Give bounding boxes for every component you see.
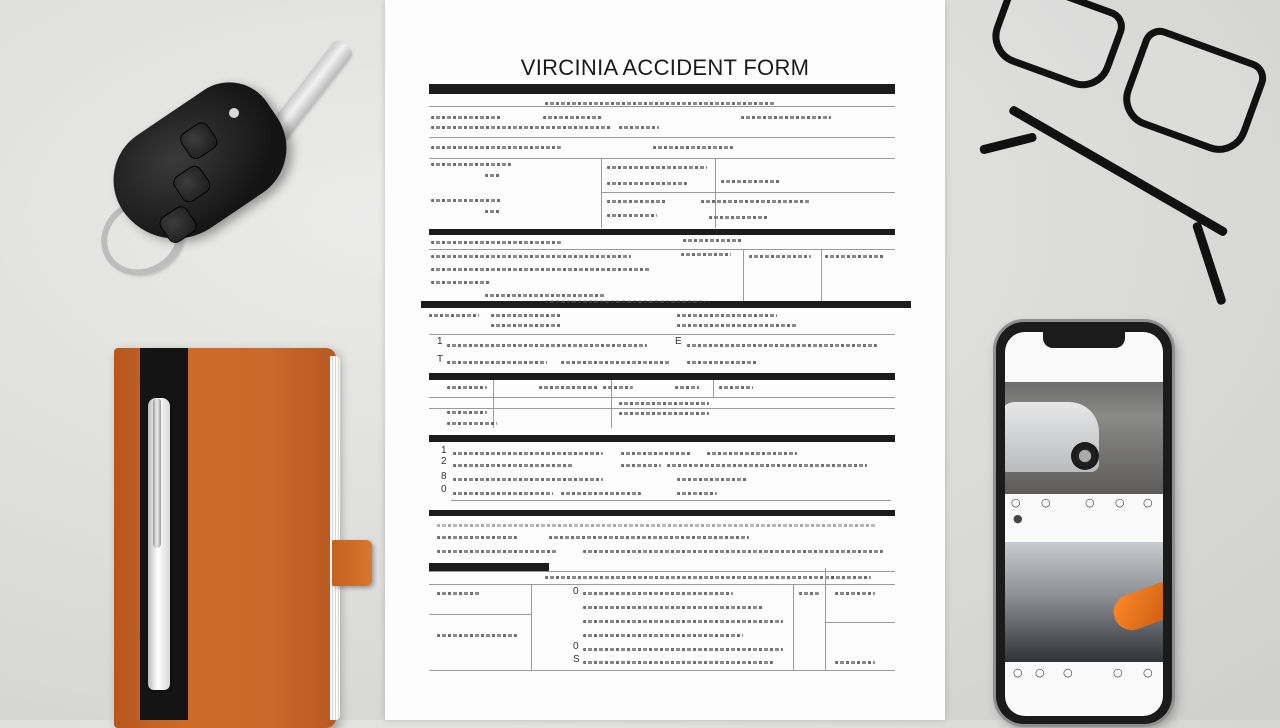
glasses-temple-arm-2 [979, 132, 1037, 155]
form-rule [825, 622, 895, 623]
form-text [453, 478, 603, 481]
phone-notch [1043, 332, 1125, 348]
form-number: 1 [441, 445, 447, 456]
form-text [431, 268, 651, 271]
form-text [545, 576, 835, 579]
form-text [683, 239, 743, 242]
form-text [447, 422, 497, 425]
car-photo-side [1005, 382, 1163, 494]
form-text [621, 464, 661, 467]
form-text [677, 492, 717, 495]
form-rule [429, 334, 895, 335]
form-number: 0 [573, 586, 579, 597]
form-text [687, 344, 877, 347]
form-number: 0 [441, 484, 447, 495]
form-text [621, 452, 691, 455]
circle-icon[interactable]: ○ [1041, 496, 1051, 509]
form-text [583, 550, 883, 553]
section-header-bar [429, 435, 895, 442]
form-rule [429, 137, 895, 138]
section-header-bar [429, 229, 895, 235]
form-text [491, 324, 561, 327]
form-text [431, 255, 631, 258]
notebook-tab [332, 540, 372, 586]
form-text [431, 116, 501, 119]
form-text [453, 464, 573, 467]
form-rule [429, 158, 895, 159]
form-divider [743, 249, 744, 301]
circle-icon[interactable]: ○ [1143, 666, 1153, 679]
form-text [681, 253, 731, 256]
form-text [453, 452, 603, 455]
form-text [583, 592, 733, 595]
form-text [607, 166, 707, 169]
form-number: 8 [441, 471, 447, 482]
section-header-bar [429, 510, 895, 516]
form-text [741, 116, 831, 119]
form-text [447, 344, 647, 347]
form-rule [429, 249, 895, 250]
orange-taillight [1109, 581, 1163, 635]
form-rule [451, 500, 891, 501]
form-text [447, 361, 547, 364]
form-text [719, 386, 753, 389]
form-text [545, 300, 705, 303]
form-text [491, 314, 561, 317]
form-text [431, 146, 561, 149]
form-text [831, 576, 871, 579]
form-text [545, 102, 775, 105]
form-text [603, 386, 633, 389]
form-text [667, 464, 867, 467]
form-text [437, 524, 877, 527]
form-text [709, 216, 769, 219]
form-rule [429, 397, 895, 398]
form-text [721, 180, 781, 183]
dot-icon: ● [1013, 512, 1023, 525]
form-text [429, 314, 479, 317]
form-text [677, 324, 797, 327]
form-text [485, 294, 605, 297]
glasses-left-lens [984, 0, 1130, 97]
car-photo-damage [1005, 542, 1163, 662]
circle-icon[interactable]: ○ [1013, 666, 1023, 679]
section-header-bar [429, 563, 549, 571]
form-text [561, 492, 641, 495]
form-text [431, 163, 511, 166]
form-text [453, 492, 553, 495]
form-text [687, 361, 757, 364]
form-text [543, 116, 603, 119]
form-title: VIRCINIA ACCIDENT FORM [520, 55, 810, 80]
form-number: 1 [437, 336, 443, 347]
form-number: E [675, 336, 682, 347]
form-divider [821, 249, 822, 301]
form-text [653, 146, 733, 149]
form-text [619, 402, 709, 405]
form-text [437, 592, 481, 595]
form-text [677, 314, 777, 317]
form-divider [531, 584, 532, 670]
form-text [835, 661, 875, 664]
form-divider [713, 380, 714, 398]
form-text [675, 386, 699, 389]
circle-icon[interactable]: ○ [1035, 666, 1045, 679]
form-number: S [573, 654, 580, 665]
form-text [583, 620, 783, 623]
key-release-button [229, 108, 239, 118]
form-text [431, 241, 561, 244]
form-divider [493, 380, 494, 428]
accident-form-paper [385, 0, 945, 720]
form-text [607, 182, 687, 185]
form-text [549, 536, 749, 539]
phone-screen [1005, 332, 1163, 716]
form-text [437, 550, 557, 553]
form-rule [429, 670, 895, 671]
form-text [583, 634, 743, 637]
form-text [707, 452, 797, 455]
form-divider [793, 584, 794, 670]
form-text [749, 255, 811, 258]
circle-icon[interactable]: ○ [1143, 496, 1153, 509]
form-text [583, 606, 763, 609]
form-number: 2 [441, 456, 447, 467]
circle-icon[interactable]: ○ [1113, 666, 1123, 679]
form-text [431, 199, 501, 202]
form-text [607, 200, 667, 203]
form-text [583, 648, 783, 651]
circle-icon[interactable]: ○ [1063, 666, 1073, 679]
form-text [447, 411, 487, 414]
form-rule [429, 614, 531, 615]
form-text [437, 634, 517, 637]
form-rule [601, 192, 895, 193]
form-text [677, 478, 747, 481]
form-text [485, 174, 501, 177]
car-wheel [1071, 442, 1099, 470]
form-number: T [437, 354, 444, 365]
form-text [583, 661, 773, 664]
form-text [539, 386, 599, 389]
key-lock-button-icon [170, 163, 213, 206]
form-divider [601, 158, 602, 228]
form-text [431, 281, 491, 284]
circle-icon[interactable]: ○ [1085, 496, 1095, 509]
form-rule [429, 408, 895, 409]
section-header-bar [429, 84, 895, 94]
form-text [561, 361, 671, 364]
form-text [619, 412, 709, 415]
section-header-bar [429, 373, 895, 380]
form-text [835, 592, 875, 595]
key-unlock-button-icon [177, 119, 220, 162]
form-text [431, 126, 611, 129]
form-rule [429, 106, 895, 107]
circle-icon[interactable]: ○ [1011, 496, 1021, 509]
form-text [619, 126, 659, 129]
form-text [825, 255, 885, 258]
form-text [447, 386, 487, 389]
form-text [437, 536, 517, 539]
form-text [799, 592, 819, 595]
glasses-right-lens [1115, 23, 1271, 161]
form-text [607, 214, 657, 217]
notebook-pages [330, 356, 340, 720]
form-text [701, 200, 811, 203]
form-divider [825, 568, 826, 670]
circle-icon[interactable]: ○ [1115, 496, 1125, 509]
pen-clip [153, 398, 161, 548]
form-text [485, 210, 501, 213]
form-number: 0 [573, 641, 579, 652]
